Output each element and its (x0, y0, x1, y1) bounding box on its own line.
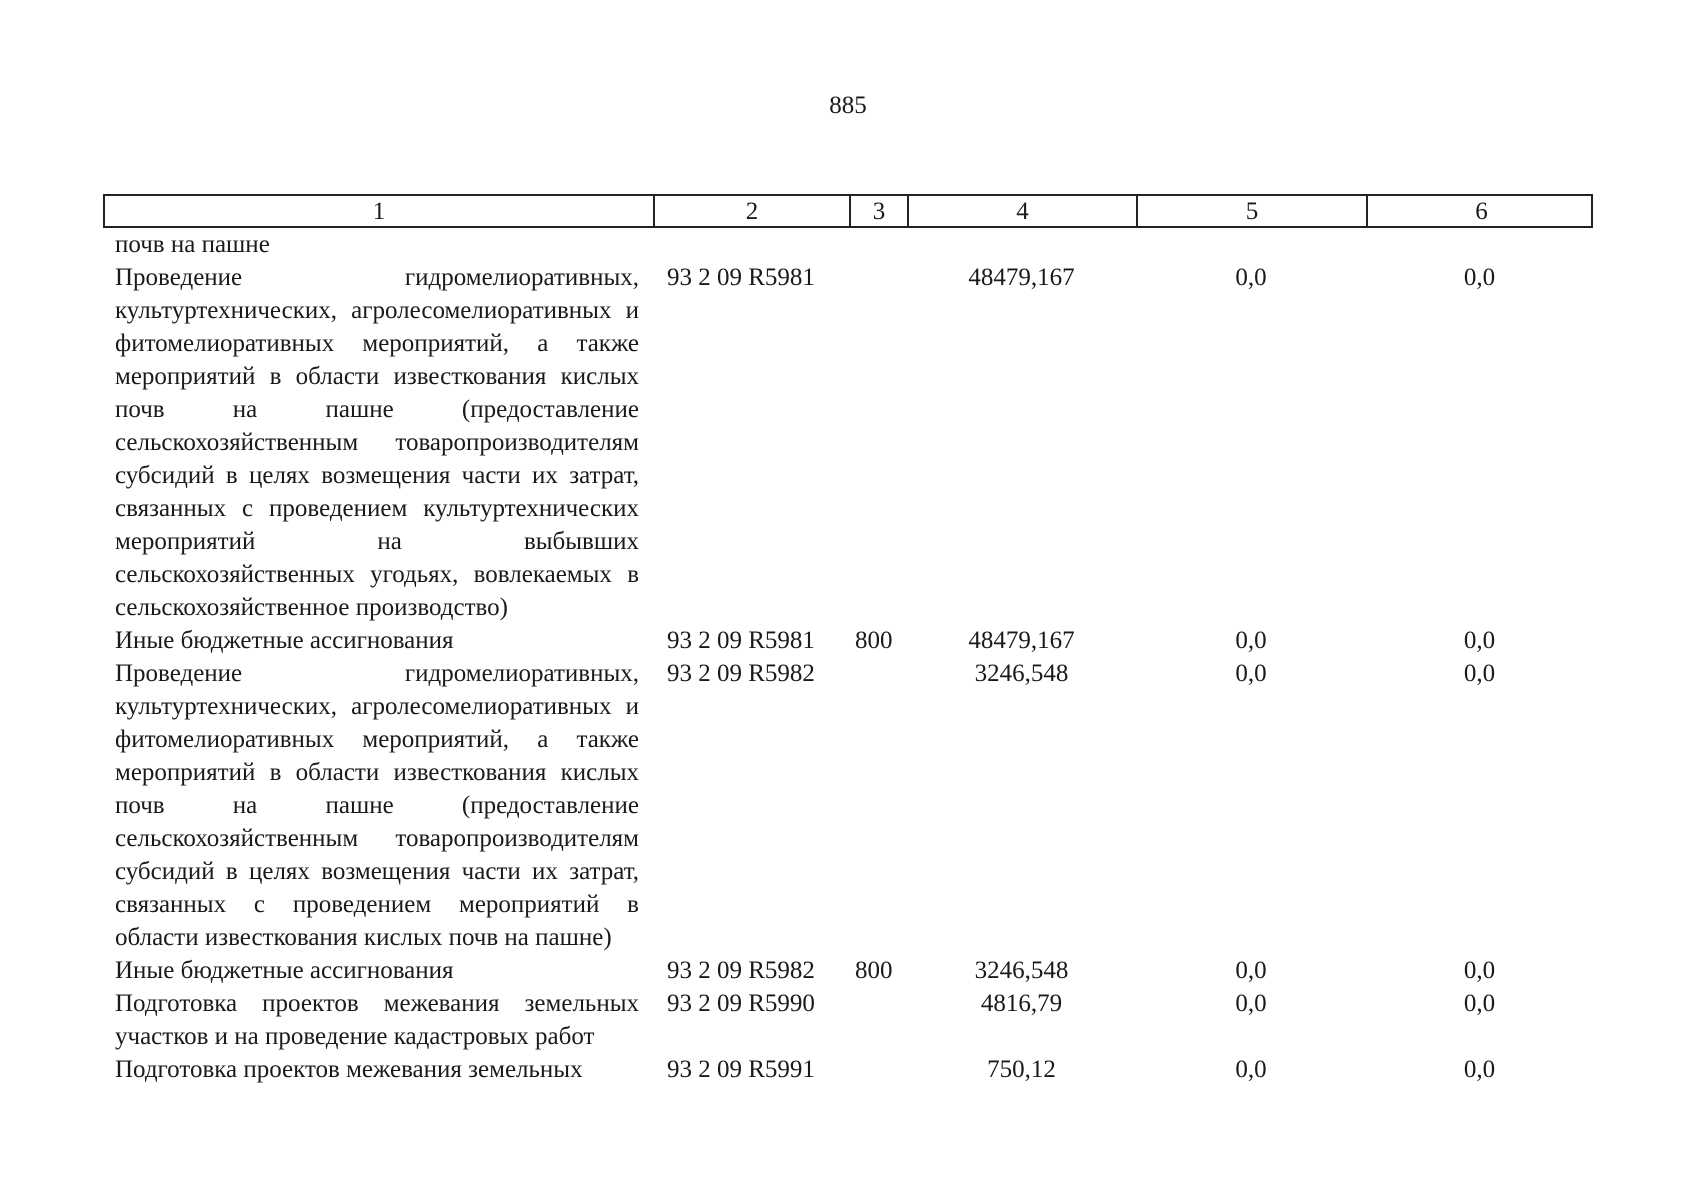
row-name: Проведение гидромелиоративных, культуртехнических, агролесомелиоративных и фитомелиоративных мероприятий, а также мероприятий в области известкования кислых почв на пашне (предоставление сельскохозяйственным товаропроизводителям субсидий в целях возмещения части их затрат, связанных с проведением мероприятий в области известкования кислых почв на пашне) (115, 660, 639, 951)
row-type (849, 987, 907, 1053)
table-row (103, 954, 1593, 987)
row-type: 800 (855, 957, 893, 984)
row-type (849, 1053, 907, 1086)
table-row (103, 261, 1593, 624)
row-code: 93 2 09 R5981 (667, 627, 815, 654)
row-value-6: 0,0 (1463, 627, 1496, 654)
row-name: Подготовка проектов межевания земельных (115, 1056, 583, 1083)
header-col-1: 1 (105, 196, 655, 227)
row-name: Проведение гидромелиоративных, культуртехнических, агролесомелиоративных и фитомелиоративных мероприятий, а также мероприятий в области известкования кислых почв на пашне (предоставление сельскохозяйственным товаропроизводителям субсидий в целях возмещения части их затрат, связанных с проведением культуртехнических мероприятий на выбывших сельскохозяйственных угодьях, вовлекаемых в сельскохозяйственное производство) (115, 264, 639, 621)
table-header-row (103, 194, 1593, 228)
row-value-5: 0,0 (1235, 627, 1267, 654)
row-name: Подготовка проектов межевания земельных участков и на проведение кадастровых работ (115, 990, 639, 1050)
row-type (849, 261, 907, 624)
header-col-2: 2 (655, 196, 851, 227)
row-value-6: 0,0 (1463, 264, 1496, 291)
table-row (103, 1053, 1593, 1086)
row-value-5: 0,0 (1235, 990, 1267, 1017)
row-code: 93 2 09 R5990 (667, 990, 815, 1017)
row-code: 93 2 09 R5981 (667, 264, 815, 291)
row-name: Иные бюджетные ассигнования (115, 627, 454, 654)
row-value-6 (1366, 228, 1593, 261)
row-code: 93 2 09 R5991 (667, 1056, 815, 1083)
row-code: 93 2 09 R5982 (667, 660, 815, 687)
row-value-4: 3246,548 (974, 957, 1069, 984)
row-name: почв на пашне (115, 231, 270, 258)
table-row (103, 657, 1593, 954)
row-code: 93 2 09 R5982 (667, 957, 815, 984)
budget-table (103, 194, 1593, 1086)
row-value-5: 0,0 (1235, 264, 1267, 291)
table-row (103, 228, 1593, 261)
row-value-6: 0,0 (1463, 660, 1496, 687)
row-name: Иные бюджетные ассигнования (115, 957, 454, 984)
row-value-6: 0,0 (1463, 957, 1496, 984)
row-value-5: 0,0 (1235, 660, 1267, 687)
header-col-6: 6 (1475, 198, 1488, 225)
row-value-5: 0,0 (1235, 1056, 1267, 1083)
header-col-4: 4 (909, 196, 1138, 227)
page-number: 885 (829, 92, 867, 119)
row-type (849, 657, 907, 954)
row-value-5 (1136, 228, 1366, 261)
row-value-6: 0,0 (1463, 990, 1496, 1017)
row-value-6: 0,0 (1463, 1056, 1496, 1083)
table-row (103, 624, 1593, 657)
row-value-4: 4816,79 (980, 990, 1063, 1017)
table-row (103, 987, 1593, 1053)
header-col-5: 5 (1138, 196, 1368, 227)
row-value-5: 0,0 (1235, 957, 1267, 984)
row-value-4 (907, 228, 1136, 261)
row-type: 800 (855, 627, 893, 654)
row-value-4: 750,12 (987, 1056, 1056, 1083)
table-body (103, 228, 1593, 1086)
row-value-4: 48479,167 (968, 627, 1075, 654)
header-col-3: 3 (851, 196, 909, 227)
row-code (653, 228, 849, 261)
row-value-4: 48479,167 (968, 264, 1075, 291)
row-value-4: 3246,548 (974, 660, 1069, 687)
row-type (849, 228, 907, 261)
